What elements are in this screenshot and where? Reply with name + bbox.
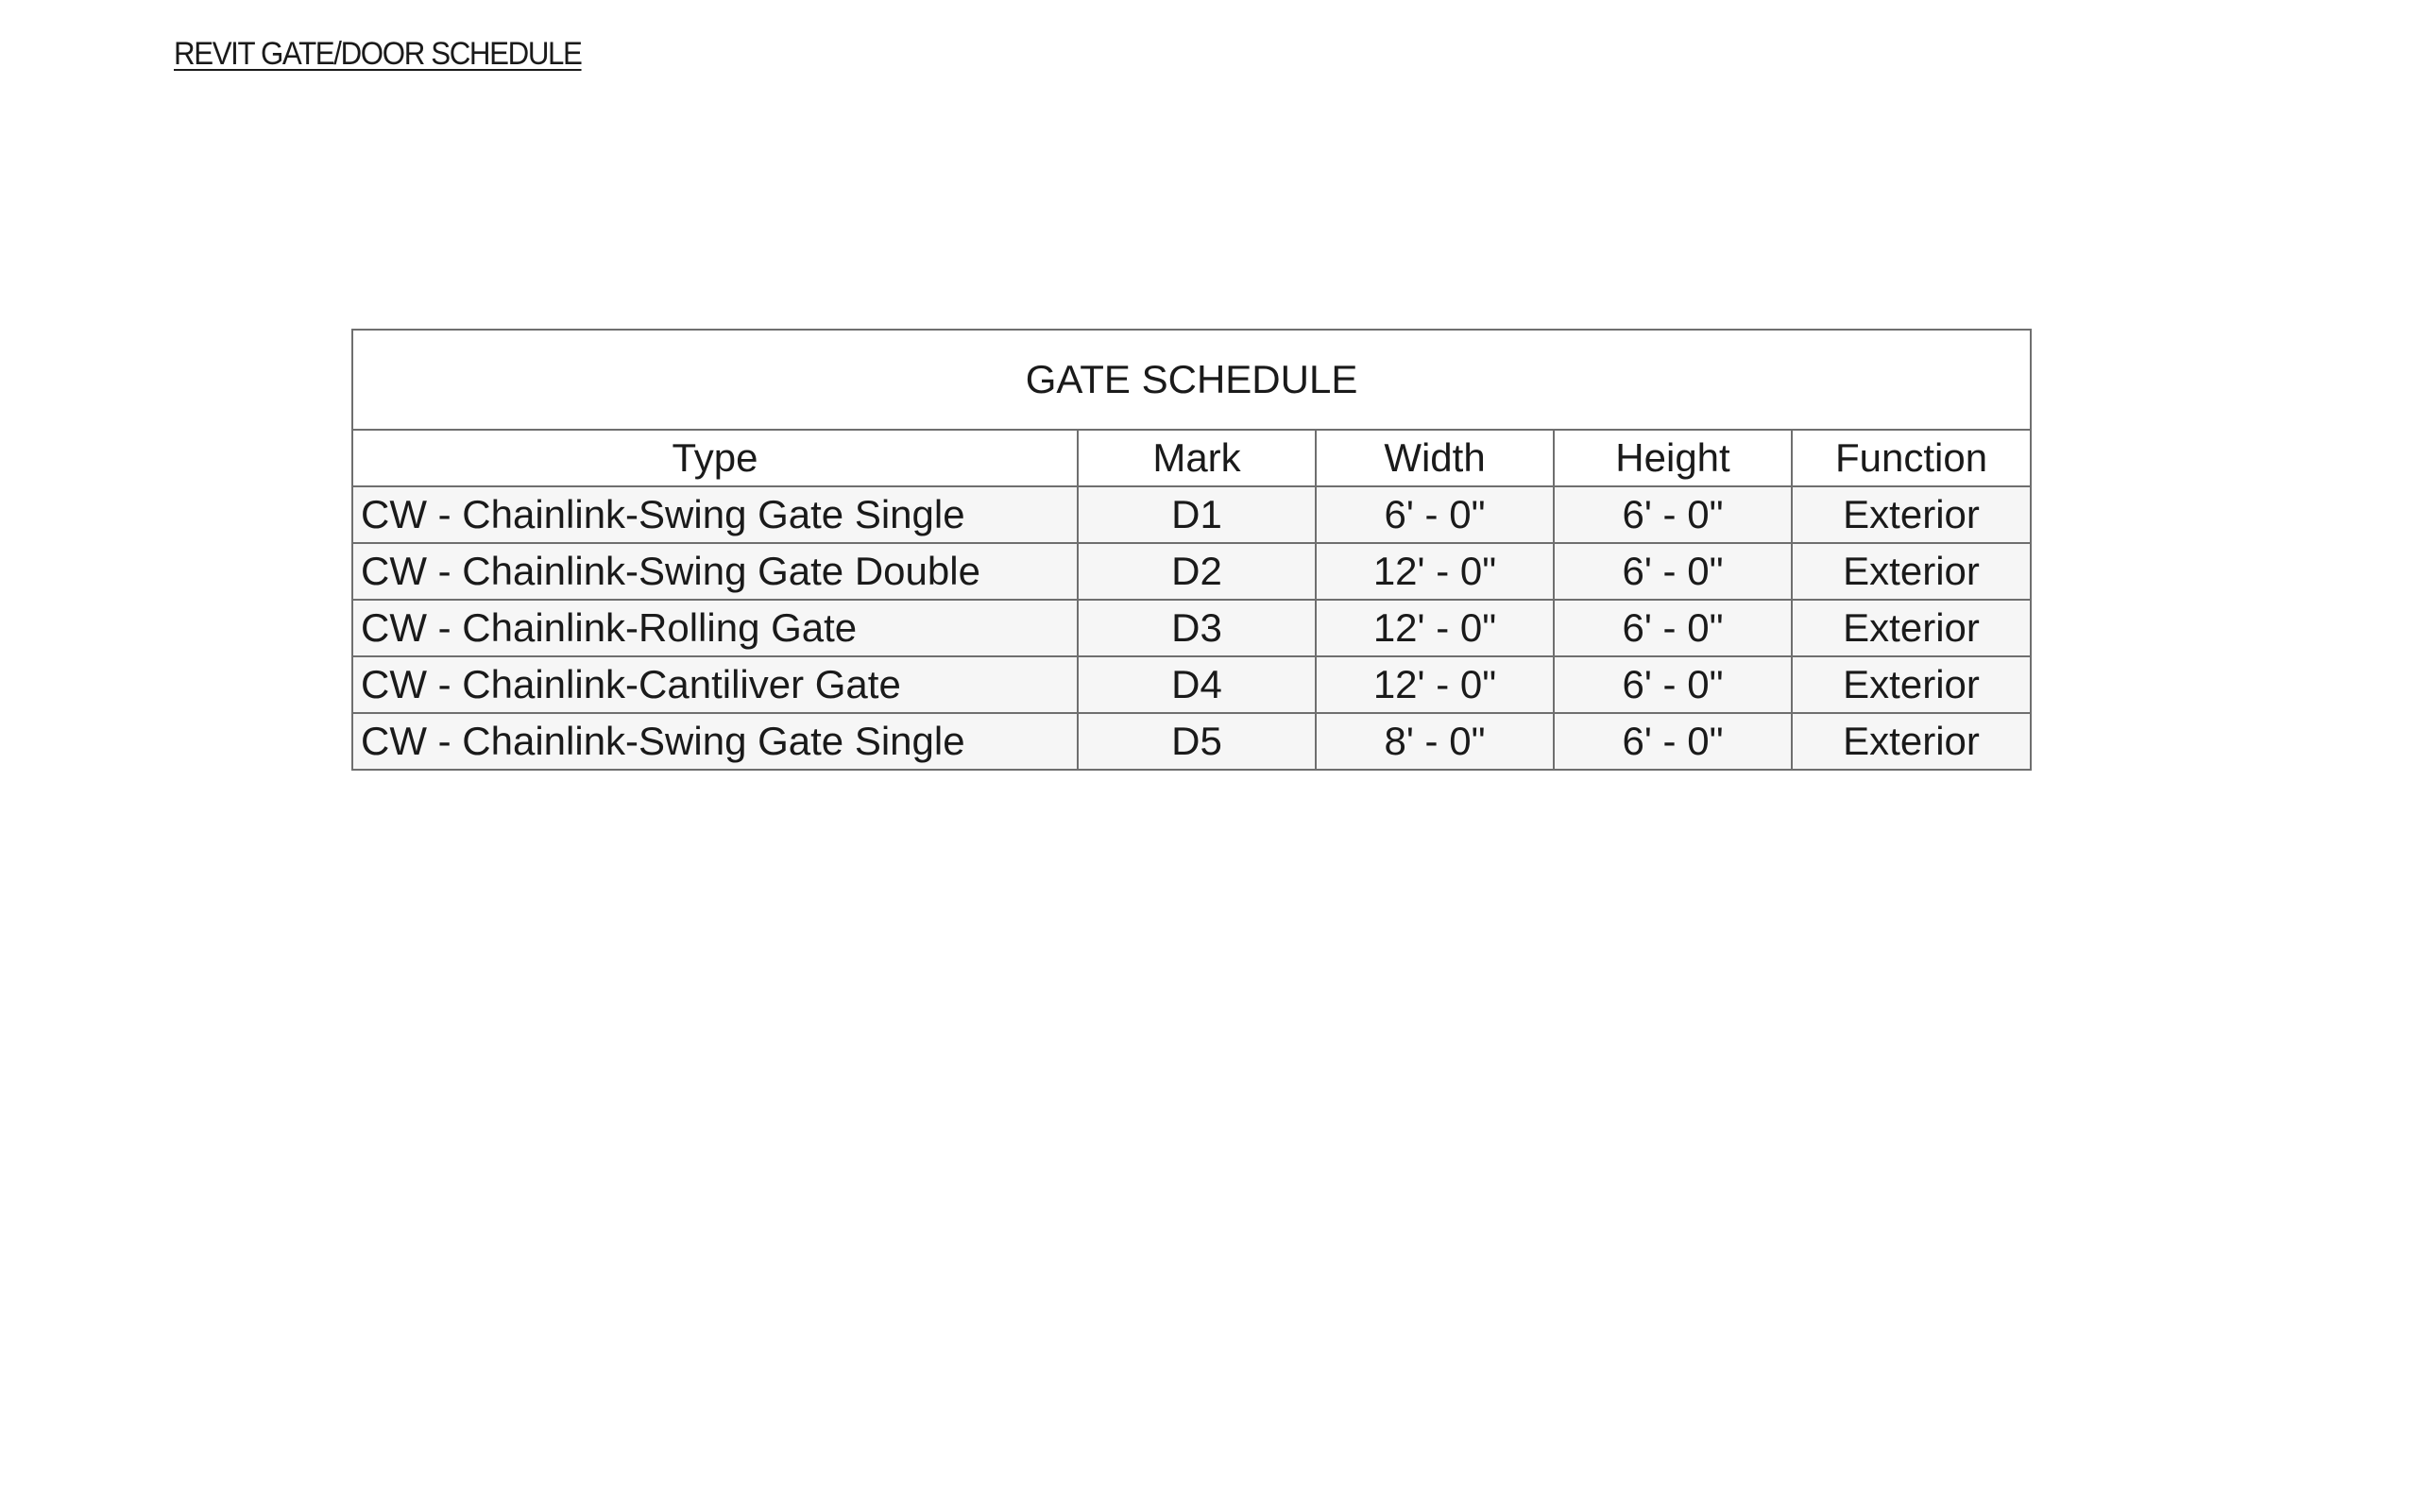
schedule-header-row <box>352 430 2031 486</box>
cell-width: 12' - 0" <box>1316 543 1554 600</box>
cell-mark: D5 <box>1078 713 1316 770</box>
cell-height: 6' - 0" <box>1554 486 1792 543</box>
cell-type: CW - Chainlink-Swing Gate Single <box>352 713 1078 770</box>
cell-function: Exterior <box>1792 656 2031 713</box>
cell-mark: D2 <box>1078 543 1316 600</box>
cell-width: 8' - 0" <box>1316 713 1554 770</box>
cell-type: CW - Chainlink-Swing Gate Double <box>352 543 1078 600</box>
table-row <box>352 713 2031 770</box>
cell-function: Exterior <box>1792 543 2031 600</box>
sheet-title: REVIT GATE/DOOR SCHEDULE <box>174 36 582 72</box>
gate-schedule-table <box>351 329 2032 771</box>
column-header-width: Width <box>1316 430 1554 486</box>
table-row <box>352 486 2031 543</box>
cell-function: Exterior <box>1792 600 2031 656</box>
cell-function: Exterior <box>1792 713 2031 770</box>
schedule-title-row <box>352 330 2031 430</box>
cell-width: 6' - 0" <box>1316 486 1554 543</box>
cell-type: CW - Chainlink-Cantiliver Gate <box>352 656 1078 713</box>
column-header-mark: Mark <box>1078 430 1316 486</box>
cell-height: 6' - 0" <box>1554 600 1792 656</box>
cell-height: 6' - 0" <box>1554 656 1792 713</box>
schedule-title: GATE SCHEDULE <box>352 330 2031 430</box>
cell-height: 6' - 0" <box>1554 543 1792 600</box>
column-header-function: Function <box>1792 430 2031 486</box>
column-header-height: Height <box>1554 430 1792 486</box>
column-header-type: Type <box>352 430 1078 486</box>
cell-function: Exterior <box>1792 486 2031 543</box>
cell-type: CW - Chainlink-Swing Gate Single <box>352 486 1078 543</box>
table-row <box>352 543 2031 600</box>
cell-width: 12' - 0" <box>1316 600 1554 656</box>
cell-mark: D1 <box>1078 486 1316 543</box>
cell-mark: D4 <box>1078 656 1316 713</box>
cell-width: 12' - 0" <box>1316 656 1554 713</box>
cell-mark: D3 <box>1078 600 1316 656</box>
table-row <box>352 656 2031 713</box>
cell-type: CW - Chainlink-Rolling Gate <box>352 600 1078 656</box>
cell-height: 6' - 0" <box>1554 713 1792 770</box>
table-row <box>352 600 2031 656</box>
